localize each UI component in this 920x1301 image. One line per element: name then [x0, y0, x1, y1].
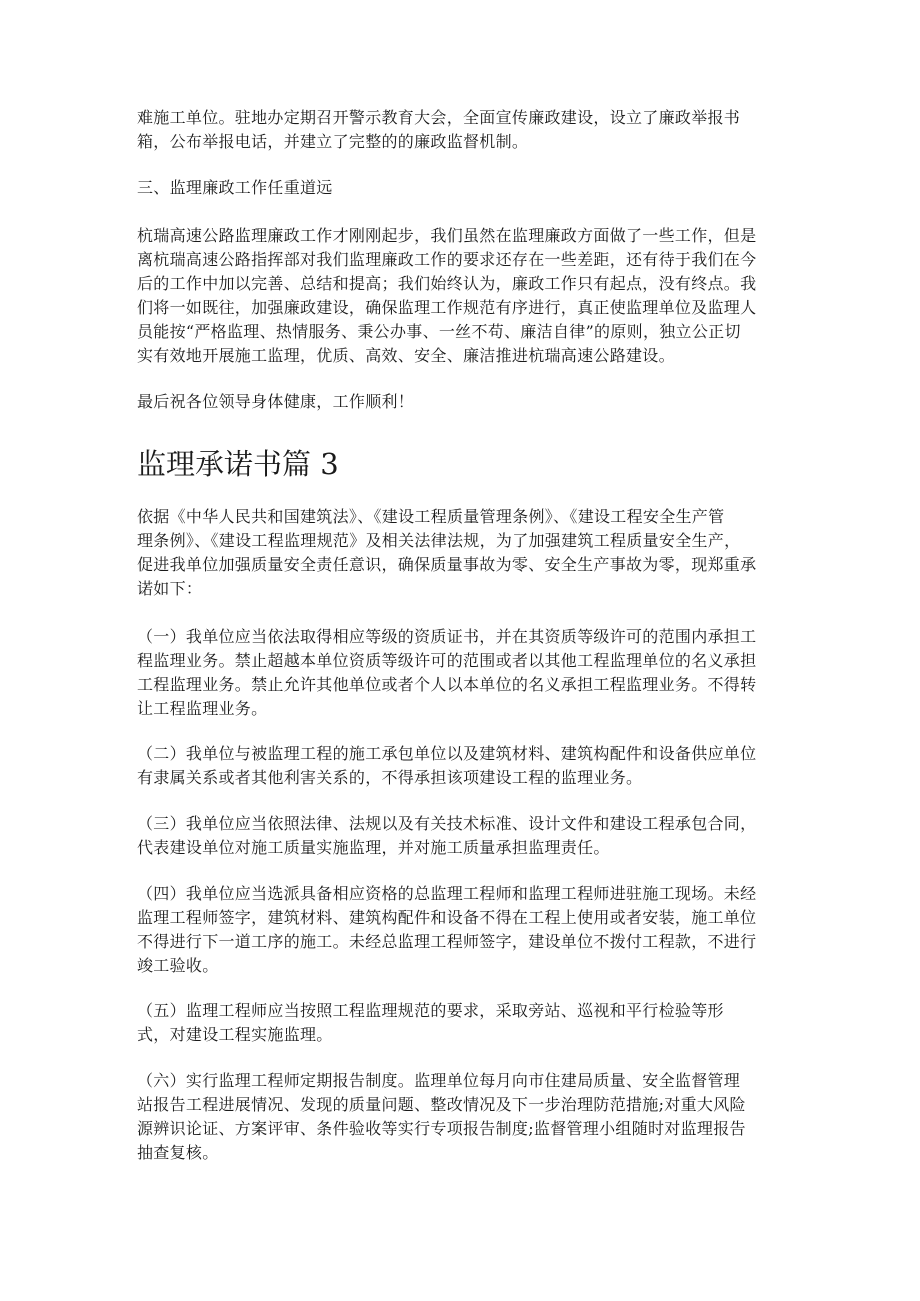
text-line: 抽查复核。 [137, 1143, 219, 1162]
text-line: 理条例》、《建设工程监理规范》及相关法律法规，为了加强建筑工程质量安全生产， [137, 531, 741, 550]
text-line: 源辨识论证、方案评审、条件验收等实行专项报告制度;监督管理小组随时对监理报告 [137, 1119, 746, 1138]
closing-text: 最后祝各位领导身体健康，工作顺利！ [137, 392, 415, 411]
item-3 [137, 812, 756, 860]
article-intro [137, 505, 756, 601]
text-line: 实有效地开展施工监理，优质、高效、安全、廉洁推进杭瑞高速公路建设。 [137, 346, 675, 365]
item-4 [137, 882, 756, 978]
text-line: 不得进行下一道工序的施工。未经总监理工程师签字，建设单位不拨付工程款，不进行 [137, 932, 757, 951]
text-line: 杭瑞高速公路监理廉政工作才刚刚起步，我们虽然在监理廉政方面做了一些工作，但是 [137, 226, 757, 245]
text-line: 离杭瑞高速公路指挥部对我们监理廉政工作的要求还存在一些差距，还有待于我们在今 [137, 250, 757, 269]
text-line: 诺如下： [137, 579, 203, 598]
text-line: 竣工验收。 [137, 956, 219, 975]
item-1 [137, 625, 756, 721]
text-line: 依据《中华人民共和国建筑法》、《建设工程质量管理条例》、《建设工程安全生产管 [137, 507, 725, 526]
text-line: 们将一如既往，加强廉政建设，确保监理工作规范有序进行，真正使监理单位及监理人 [137, 298, 757, 317]
item-5 [137, 999, 724, 1047]
text-line: 箱，公布举报电话，并建立了完整的的廉政监督机制。 [137, 132, 529, 151]
text-line: 程监理业务。禁止超越本单位资质等级许可的范围或者以其他工程监理单位的名义承担 [137, 651, 757, 670]
text-line: （四）我单位应当选派具备相应资格的总监理工程师和监理工程师进驻施工现场。未经 [137, 884, 757, 903]
text-line: 员能按“严格监理、热情服务、秉公办事、一丝不苟、廉洁自律”的原则，独立公正切 [137, 322, 741, 341]
section-heading: 三、监理廉政工作任重道远 [137, 178, 333, 197]
text-line: 难施工单位。驻地办定期召开警示教育大会，全面宣传廉政建设，设立了廉政举报书 [137, 108, 741, 127]
text-line: （五）监理工程师应当按照工程监理规范的要求，采取旁站、巡视和平行检验等形 [137, 1001, 724, 1020]
text-line: （一）我单位应当依法取得相应等级的资质证书，并在其资质等级许可的范围内承担工 [137, 627, 757, 646]
text-line: （三）我单位应当依照法律、法规以及有关技术标准、设计文件和建设工程承包合同， [137, 814, 757, 833]
item-6 [137, 1069, 746, 1165]
closing-line [137, 390, 414, 414]
text-line: 促进我单位加强质量安全责任意识，确保质量事故为零、安全生产事故为零，现郑重承 [137, 555, 757, 574]
text-line: 后的工作中加以完善、总结和提高；我们始终认为，廉政工作只有起点，没有终点。我 [137, 274, 757, 293]
text-line: 有隶属关系或者其他利害关系的，不得承担该项建设工程的监理业务。 [137, 768, 643, 787]
intro-paragraph [137, 106, 740, 154]
section-three-title [137, 176, 333, 200]
text-line: 式，对建设工程实施监理。 [137, 1025, 333, 1044]
text-line: （六）实行监理工程师定期报告制度。监理单位每月向市住建局质量、安全监督管理 [137, 1071, 741, 1090]
text-line: （二）我单位与被监理工程的施工承包单位以及建筑材料、建筑构配件和设备供应单位 [137, 744, 757, 763]
text-line: 让工程监理业务。 [137, 699, 268, 718]
section-three-paragraph [137, 224, 756, 368]
text-line: 监理工程师签字，建筑材料、建筑构配件和设备不得在工程上使用或者安装，施工单位 [137, 908, 757, 927]
article-title: 监理承诺书篇 3 [137, 447, 339, 481]
text-line: 站报告工程进展情况、发现的质量问题、整改情况及下一步治理防范措施;对重大风险 [137, 1095, 746, 1114]
item-2 [137, 742, 756, 790]
text-line: 代表建设单位对施工质量实施监理，并对施工质量承担监理责任。 [137, 838, 610, 857]
text-line: 工程监理业务。禁止允许其他单位或者个人以本单位的名义承担工程监理业务。不得转 [137, 675, 757, 694]
